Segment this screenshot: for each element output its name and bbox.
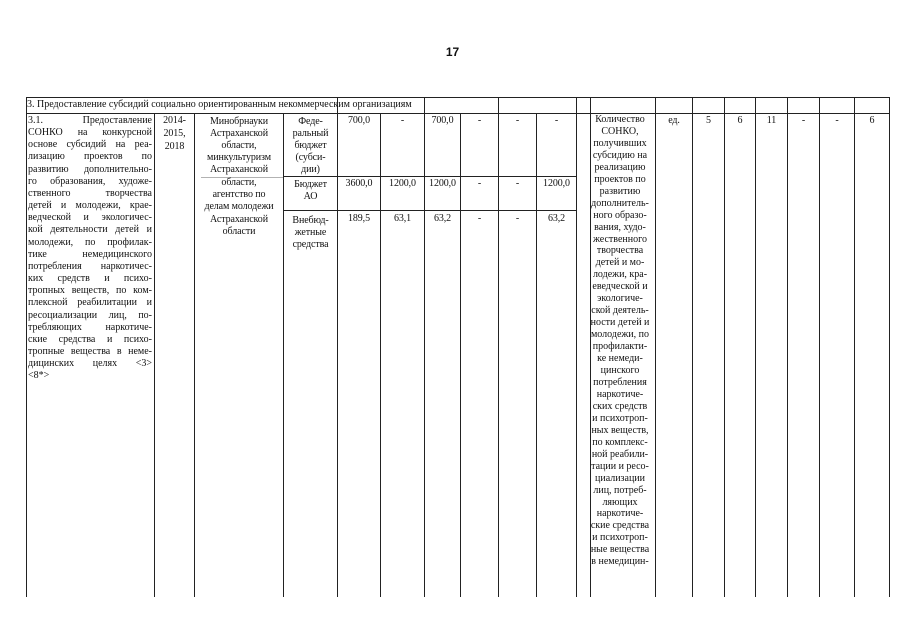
executor-line: Астраханской — [210, 128, 268, 139]
indicator-line: молодежи, по — [590, 329, 650, 341]
desc-line: ские средства и психо- — [28, 333, 152, 345]
desc-line: СОНКО на конкурсной — [28, 127, 152, 139]
value-cell: - — [400, 115, 405, 126]
source-name-line: бюджет — [294, 140, 327, 151]
value-cell: - — [515, 213, 520, 224]
indicator-value: 11 — [766, 115, 777, 126]
desc-line: развитию дополнительно- — [28, 163, 152, 175]
indicator-line: ности детей и — [590, 317, 650, 329]
value-cell: 189,5 — [347, 213, 370, 224]
value-cell: 3600,0 — [345, 178, 373, 189]
source-name-line: (субси- — [295, 152, 326, 163]
desc-line: ведческой и экологичес- — [28, 212, 152, 224]
source-name-line: дии) — [301, 164, 320, 175]
indicator-line: и психотроп- — [592, 532, 648, 544]
indicator-line: ных веществ, — [591, 424, 649, 436]
indicator-line: дополнитель- — [591, 197, 649, 209]
indicator-line: ного образо- — [593, 209, 647, 221]
indicator-line: по комплекс- — [592, 436, 648, 448]
measure-description — [28, 115, 152, 382]
period-line: 2018 — [164, 141, 185, 152]
desc-line: тике немедицинского — [28, 248, 152, 260]
indicator-value: 5 — [706, 115, 711, 126]
value-cell: - — [477, 115, 482, 126]
value-cell: - — [515, 115, 520, 126]
desc-line: дицинских целях <3> — [28, 358, 152, 370]
indicator-line: циализации — [594, 472, 645, 484]
source-name-line: Бюджет — [294, 179, 327, 190]
desc-line: молодежи, по профилак- — [28, 236, 152, 248]
indicator-line: получивших — [593, 137, 647, 149]
source-name-line: жетные — [294, 227, 327, 238]
indicator-line: детей и мо- — [595, 257, 645, 269]
indicator-line: ских средств — [592, 400, 648, 412]
indicator-line: проектов по — [594, 173, 646, 185]
desc-line: ресоциализации лиц, по- — [28, 309, 152, 321]
indicator-line: ке немеди- — [597, 353, 643, 365]
desc-line: го образования, художе- — [28, 175, 152, 187]
indicator-line: еведческой и — [592, 281, 648, 293]
value-cell: - — [554, 115, 559, 126]
value-cell: 700,0 — [431, 115, 454, 126]
indicator-line: наркотиче- — [596, 508, 644, 520]
indicator-value: - — [801, 115, 806, 126]
value-cell: 700,0 — [347, 115, 370, 126]
value-cell: 63,2 — [547, 213, 566, 224]
indicator-value: 6 — [737, 115, 743, 126]
indicator-line: лодежи, кра- — [592, 269, 648, 281]
value-cell: 63,1 — [393, 213, 412, 224]
indicator-line: и психотроп- — [592, 412, 648, 424]
period-line: 2015, — [163, 128, 186, 139]
desc-line: детей и молодежи, крае- — [28, 200, 152, 212]
indicator-line: лиц, потреб- — [593, 484, 647, 496]
desc-line: <8*> — [28, 370, 50, 382]
unit-cell: ед. — [668, 115, 680, 126]
executor-line: делам молодежи — [204, 201, 274, 212]
indicator-line: ские средства — [590, 520, 650, 532]
section-title: 3. Предоставление субсидий социально ориентированным некоммерческим организациям — [27, 99, 412, 110]
desc-line: лизацию проектов по — [28, 151, 152, 163]
indicator-line: вания, худо- — [594, 221, 646, 233]
indicator-line: наркотиче- — [596, 388, 644, 400]
indicator-line: ные вещества — [590, 544, 650, 556]
indicator-line: Количество — [595, 114, 645, 125]
page-number: 17 — [445, 45, 460, 59]
value-cell: - — [515, 178, 520, 189]
source-name-line: ральный — [292, 128, 329, 139]
source-name-line: Феде- — [298, 116, 323, 127]
indicator-line: реализацию — [594, 161, 646, 173]
desc-line: требляющих наркотиче- — [28, 321, 152, 333]
desc-line: плексной реабилитации и — [28, 297, 152, 309]
value-cell: 1200,0 — [389, 178, 416, 189]
indicator-line: развитию — [599, 185, 641, 197]
executor-line: области, — [221, 140, 257, 151]
indicator-line: цинского — [600, 365, 640, 377]
executor-line: Минобрнауки — [209, 116, 269, 127]
desc-line: ственного творчества — [28, 187, 152, 199]
indicator-line: ляющих — [602, 496, 638, 508]
source-name-line: АО — [303, 191, 318, 202]
indicator-line: ской деятель- — [591, 305, 649, 317]
executor-line: области, — [221, 177, 257, 188]
executor-line: агентство по — [212, 189, 266, 200]
executor-line: минкультуризм — [207, 152, 271, 163]
value-cell: - — [477, 178, 482, 189]
indicator-description — [584, 114, 656, 568]
value-cell: 63,2 — [433, 213, 452, 224]
value-cell: - — [477, 213, 482, 224]
period-line: 2014- — [163, 115, 186, 126]
executor-line: Астраханской — [210, 164, 268, 175]
desc-line: тропных веществ, по ком- — [28, 285, 152, 297]
desc-line: ких средств и психо- — [28, 273, 152, 285]
indicator-line: профилакти- — [592, 341, 648, 353]
source-name-line: средства — [292, 239, 329, 250]
indicator-line: тации и ресо- — [591, 460, 649, 472]
indicator-line: творчества — [596, 245, 644, 257]
indicator-value: 6 — [869, 115, 875, 126]
executor-line: области — [222, 226, 256, 237]
indicator-line: субсидию на — [592, 149, 648, 161]
executor-line: Астраханской — [210, 214, 268, 225]
value-cell: 1200,0 — [429, 178, 456, 189]
desc-line: кой деятельности детей и — [28, 224, 152, 236]
indicator-line: экологиче- — [597, 293, 643, 305]
source-name-line: Внебюд- — [292, 215, 329, 226]
desc-line: тропные вещества в неме- — [28, 345, 152, 357]
indicator-line: жественного — [593, 233, 647, 245]
indicator-line: потребления — [593, 376, 647, 388]
indicator-value: - — [835, 115, 839, 126]
value-cell: 1200,0 — [543, 178, 570, 189]
desc-line: потребления наркотичес- — [28, 260, 152, 272]
indicator-line: СОНКО, — [601, 125, 639, 137]
desc-line: 3.1. Предоставление — [28, 115, 152, 126]
indicator-line: в немедицин- — [591, 556, 649, 568]
indicator-line: ной реабили- — [591, 448, 649, 460]
desc-line: основе субсидий на реа- — [28, 139, 152, 151]
